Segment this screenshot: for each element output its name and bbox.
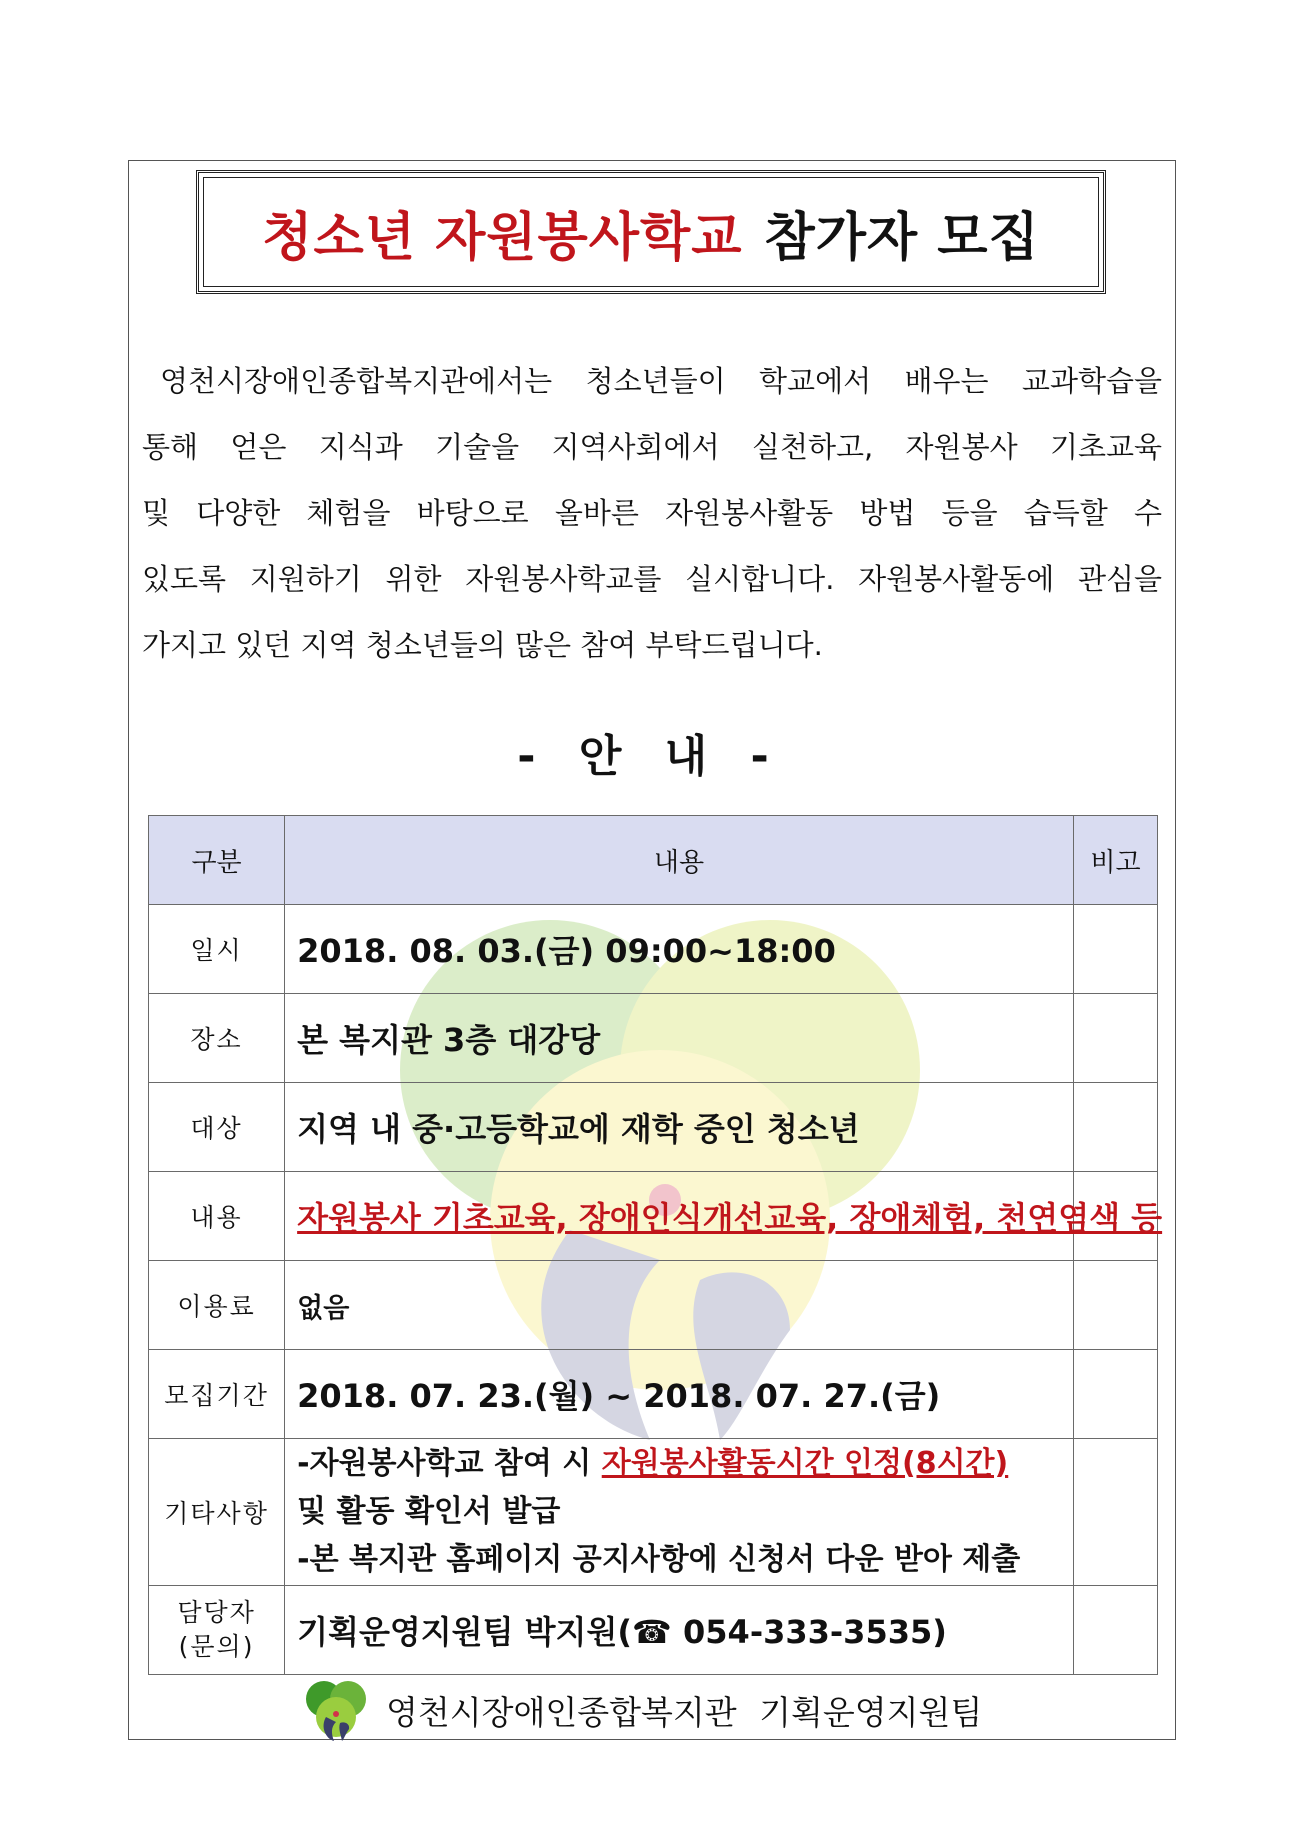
contact-prefix: 기획운영지원팀 박지원( xyxy=(297,1613,633,1651)
row-note xyxy=(1073,905,1157,994)
row-label-datetime: 일시 xyxy=(149,905,285,994)
contact-label-line1: 담당자 xyxy=(177,1598,256,1627)
footer-team: 기획운영지원팀 xyxy=(759,1692,983,1732)
row-label-etc: 기타사항 xyxy=(149,1439,285,1586)
row-note xyxy=(1073,1439,1157,1586)
table-row xyxy=(149,1083,1158,1172)
row-note xyxy=(1073,1083,1157,1172)
header-label: 구분 xyxy=(149,816,285,905)
row-note xyxy=(1073,994,1157,1083)
title-main: 참가자 모집 xyxy=(764,207,1040,268)
footer-org: 영천시장애인종합복지관 xyxy=(386,1692,737,1732)
contact-label-line2: (문의) xyxy=(178,1632,255,1661)
intro-line: 있도록 지원하기 위한 자원봉사학교를 실시합니다. 자원봉사활동에 관심을 xyxy=(142,562,1162,596)
guide-heading: - 안 내 - xyxy=(517,731,783,782)
table-row xyxy=(149,1350,1158,1439)
row-value-contact xyxy=(285,1586,1074,1675)
intro-line: 가지고 있던 지역 청소년들의 많은 참여 부탁드립니다. xyxy=(142,628,823,662)
table-row xyxy=(149,1439,1158,1586)
intro-paragraph xyxy=(142,348,1162,678)
footer xyxy=(300,1675,994,1745)
etc-line-1 xyxy=(297,1440,1072,1488)
row-value-fee: 없음 xyxy=(285,1261,1074,1350)
footer-text xyxy=(386,1687,994,1734)
row-label-content: 내용 xyxy=(149,1172,285,1261)
intro-line: 및 다양한 체험을 바탕으로 올바른 자원봉사활동 방법 등을 습득할 수 xyxy=(142,496,1162,530)
info-table xyxy=(148,815,1163,1675)
title-box xyxy=(196,170,1106,294)
row-value-period: 2018. 07. 23.(월) ~ 2018. 07. 27.(금) xyxy=(285,1350,1074,1439)
title-highlight: 청소년 자원봉사학교 xyxy=(262,207,743,268)
etc-line-1-prefix: -자원봉사학교 참여 시 xyxy=(297,1446,602,1481)
intro-line: 통해 얻은 지식과 기술을 지역사회에서 실천하고, 자원봉사 기초교육 xyxy=(142,430,1162,464)
content-highlight: 자원봉사 기초교육, 장애인식개선교육, 장애체험, 천연염색 등 xyxy=(297,1199,1163,1237)
row-label-fee: 이용료 xyxy=(149,1261,285,1350)
contact-phone: 054-333-3535) xyxy=(671,1613,947,1651)
row-value-datetime: 2018. 08. 03.(금) 09:00~18:00 xyxy=(285,905,1074,994)
row-value-target: 지역 내 중·고등학교에 재학 중인 청소년 xyxy=(285,1083,1074,1172)
header-note: 비고 xyxy=(1073,816,1157,905)
row-note xyxy=(1073,1261,1157,1350)
row-label-place: 장소 xyxy=(149,994,285,1083)
etc-highlight: 자원봉사활동시간 인정(8시간) xyxy=(601,1446,1009,1481)
row-value-content xyxy=(285,1172,1163,1261)
table-row xyxy=(149,905,1158,994)
clover-logo-icon xyxy=(300,1677,372,1743)
intro-line: 영천시장애인종합복지관에서는 청소년들이 학교에서 배우는 교과학습을 xyxy=(160,364,1162,398)
table-row xyxy=(149,1172,1158,1261)
phone-icon: ☎ xyxy=(632,1613,672,1651)
row-note xyxy=(1073,1586,1157,1675)
header-content: 내용 xyxy=(285,816,1074,905)
table-row xyxy=(149,994,1158,1083)
row-note xyxy=(1073,1350,1157,1439)
etc-line-3: -본 복지관 홈페이지 공지사항에 신청서 다운 받아 제출 xyxy=(297,1542,1021,1577)
etc-line-2: 및 활동 확인서 발급 xyxy=(297,1494,561,1529)
table-row xyxy=(149,1261,1158,1350)
row-label-contact xyxy=(149,1586,285,1675)
row-label-period: 모집기간 xyxy=(149,1350,285,1439)
row-value-etc xyxy=(285,1439,1074,1586)
table-header-row xyxy=(149,816,1158,905)
row-value-place: 본 복지관 3층 대강당 xyxy=(285,994,1074,1083)
table-row xyxy=(149,1586,1158,1675)
row-label-target: 대상 xyxy=(149,1083,285,1172)
